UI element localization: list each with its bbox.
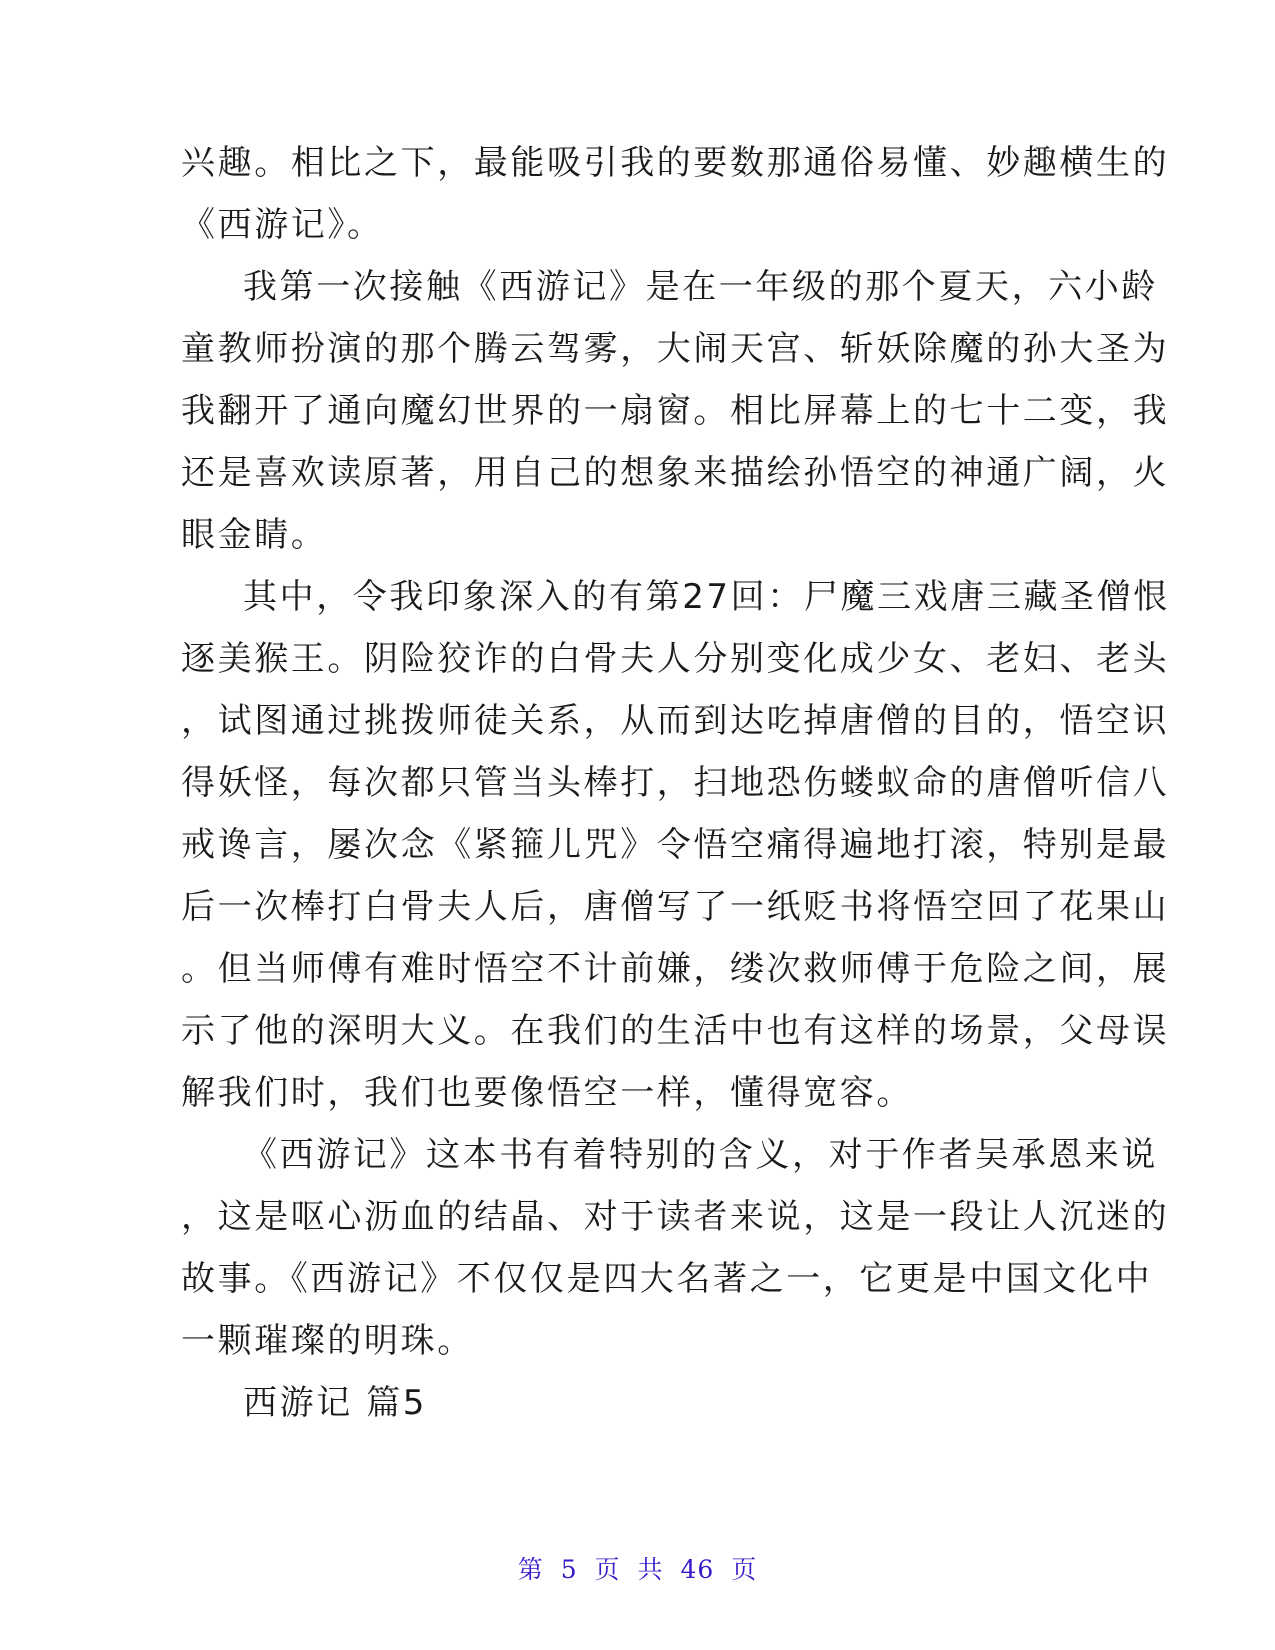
page-number: 5	[560, 1555, 578, 1584]
text-line: 得妖怪，每次都只管当头棒打，扫地恐伤蝼蚁命的唐僧听信八	[181, 763, 1170, 803]
total-pages: 46	[680, 1555, 715, 1584]
text-line: 我第一次接触《西游记》是在一年级的那个夏天，六小龄	[243, 267, 1158, 307]
text-line: 童教师扮演的那个腾云驾雾，大闹天宫、斩妖除魔的孙大圣为	[181, 329, 1170, 369]
text-line: 。但当师傅有难时悟空不计前嫌，缕次救师傅于危险之间，展	[181, 949, 1170, 989]
page-label-prefix: 第	[517, 1555, 544, 1584]
text-line: 《西游记》这本书有着特别的含义，对于作者吴承恩来说	[243, 1135, 1158, 1175]
text-line: 《西游记》。	[181, 205, 384, 245]
page-label-suffix: 页	[731, 1555, 758, 1584]
text-line: 后一次棒打白骨夫人后，唐僧写了一纸贬书将悟空回了花果山	[181, 887, 1170, 927]
text-line: 解我们时，我们也要像悟空一样，懂得宽容。	[181, 1073, 913, 1113]
text-line: 其中，令我印象深入的有第27回：尸魔三戏唐三藏圣僧恨	[243, 577, 1170, 617]
text-line: 兴趣。相比之下，最能吸引我的要数那通俗易懂、妙趣横生的	[181, 143, 1170, 183]
text-line: 一颗璀璨的明珠。	[181, 1321, 474, 1361]
text-line: ，试图通过挑拨师徒关系，从而到达吃掉唐僧的目的，悟空识	[181, 701, 1170, 741]
text-line: 还是喜欢读原著，用自己的想象来描绘孙悟空的神通广阔，火	[181, 453, 1170, 493]
text-line: 故事。《西游记》不仅仅是四大名著之一，它更是中国文化中	[181, 1259, 1153, 1299]
page-footer	[0, 1550, 1275, 1586]
text-line: 戒谗言，屡次念《紧箍儿咒》令悟空痛得遍地打滚，特别是最	[181, 825, 1170, 865]
section-heading: 西游记 篇5	[243, 1383, 428, 1423]
text-line: 我翻开了通向魔幻世界的一扇窗。相比屏幕上的七十二变，我	[181, 391, 1170, 431]
text-line: 眼金睛。	[181, 515, 328, 555]
text-line: 示了他的深明大义。在我们的生活中也有这样的场景，父母误	[181, 1011, 1170, 1051]
text-line: ，这是呕心沥血的结晶、对于读者来说，这是一段让人沉迷的	[181, 1197, 1170, 1237]
total-label: 共	[637, 1555, 664, 1584]
page-label-mid: 页	[594, 1555, 621, 1584]
text-line: 逐美猴王。阴险狡诈的白骨夫人分别变化成少女、老妇、老头	[181, 639, 1170, 679]
